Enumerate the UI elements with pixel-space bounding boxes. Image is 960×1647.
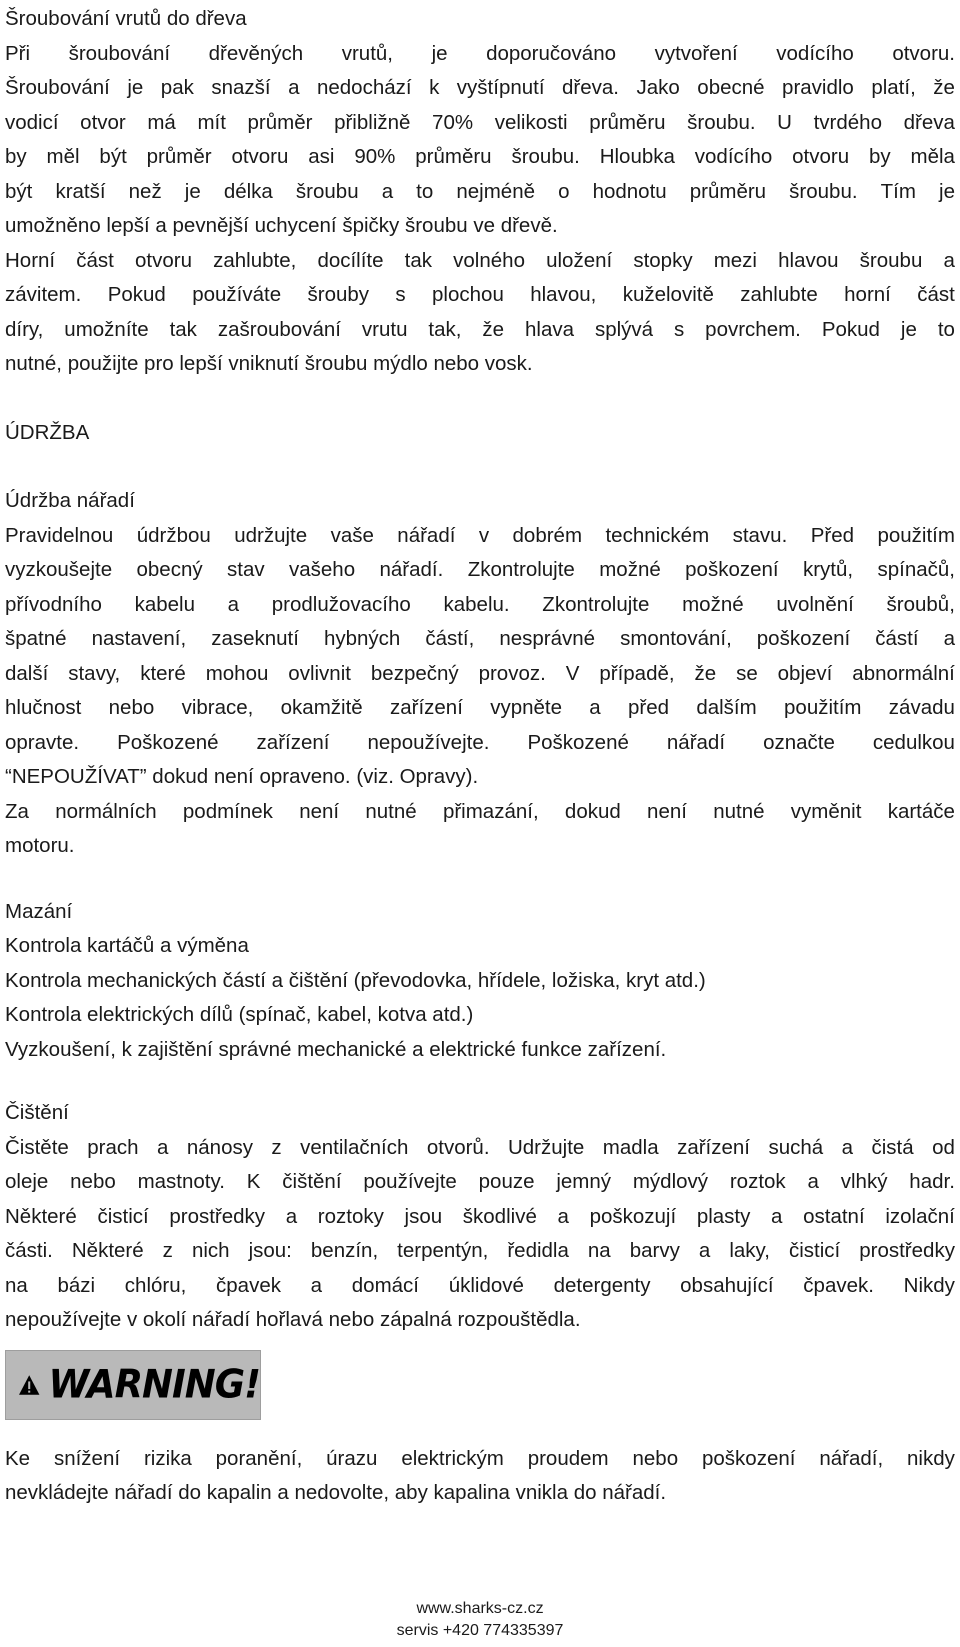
document-page (5, 2, 955, 1511)
section-body-lubrication (5, 929, 955, 1067)
text-line: Kontrola elektrických dílů (spínač, kabel, kotva atd.) (5, 1003, 474, 1026)
text-line: “NEPOUŽÍVAT” dokud není opraveno. (viz. Opravy). (5, 765, 479, 788)
text-line: Horní část otvoru zahlubte, docílíte tak volného uložení stopky mezi hlavou šroubu a (5, 248, 955, 272)
text-line: Některé čisticí prostředky a roztoky jsou škodlivé a poškozují plasty a ostatní izolační (5, 1204, 955, 1228)
text-line: být kratší než je délka šroubu a to nejméně o hodnotu průměru šroubu. Tím je (5, 179, 955, 203)
section-body-warning (5, 1442, 955, 1511)
text-line: oleje nebo mastnoty. K čištění používejte pouze jemný mýdlový roztok a vlhký hadr. (5, 1170, 955, 1193)
text-line: na bázi chlóru, čpavek a domácí úklidové detergenty obsahující čpavek. Nikdy (5, 1273, 955, 1297)
text-line: Kontrola mechanických částí a čištění (převodovka, hřídele, ložiska, kryt atd.) (5, 968, 706, 992)
text-line: nutné, použijte pro lepší vniknutí šroubu mýdlo nebo vosk. (5, 352, 533, 375)
section-body-tool-maintenance (5, 519, 955, 864)
text-line: Pravidelnou údržbou udržujte vaše nářadí v dobrém technickém stavu. Před použitím (5, 523, 955, 547)
warning-triangle-icon (18, 1363, 40, 1407)
section-body-screws (5, 37, 955, 382)
text-line: nepoužívejte v okolí nářadí hořlavá nebo zápalná rozpouštědla. (5, 1308, 581, 1331)
text-line: nevkládejte nářadí do kapalin a nedovolte, aby kapalina vnikla do nářadí. (5, 1481, 667, 1504)
warning-banner (5, 1350, 261, 1420)
text-line: díry, umožníte tak zašroubování vrutu tak, že hlava splývá s povrchem. Pokud je to (5, 317, 955, 341)
footer-service: servis +420 774335397 (396, 1622, 564, 1639)
text-line: hlučnost nebo vibrace, okamžitě zařízení vypněte a před dalším použitím závadu (5, 696, 955, 719)
text-line: vodicí otvor má mít průměr přibližně 70% velikosti průměru šroubu. U tvrdého dřeva (5, 110, 955, 134)
footer-website: www.sharks-cz.cz (416, 1600, 544, 1617)
section-heading-screws: Šroubování vrutů do dřeva (5, 7, 247, 30)
text-line: motoru. (5, 834, 75, 857)
text-line: Šroubování je pak snazší a nedochází k vyštípnutí dřeva. Jako obecné pravidlo platí, že (5, 76, 955, 99)
text-line: závitem. Pokud používáte šrouby s plochou hlavou, kuželovitě zahlubte horní část (5, 283, 955, 306)
text-line: Vyzkoušení, k zajištění správné mechanické a elektrické funkce zařízení. (5, 1037, 667, 1061)
text-line: Čistěte prach a nánosy z ventilačních otvorů. Udržujte madla zařízení suchá a čistá od (5, 1135, 955, 1159)
text-line: Za normálních podmínek není nutné přimazání, dokud není nutné vyměnit kartáče (5, 799, 955, 823)
text-line: špatné nastavení, zaseknutí hybných částí, nesprávné smontování, poškození částí a (5, 627, 955, 650)
section-heading-tool-maintenance: Údržba nářadí (5, 489, 135, 512)
text-line: Kontrola kartáčů a výměna (5, 934, 249, 957)
text-line: Ke snížení rizika poranění, úrazu elektrickým proudem nebo poškození nářadí, nikdy (5, 1446, 955, 1470)
text-line: by měl být průměr otvoru asi 90% průměru šroubu. Hloubka vodícího otvoru by měla (5, 145, 955, 168)
maintenance-title: ÚDRŽBA (5, 420, 90, 444)
section-heading-lubrication: Mazání (5, 899, 73, 923)
section-body-cleaning (5, 1131, 955, 1338)
section-heading-cleaning: Čištění (5, 1101, 69, 1124)
text-line: vyzkoušejte obecný stav vašeho nářadí. Zkontrolujte možné poškození krytů, spínačů, (5, 558, 955, 581)
footer (0, 1598, 960, 1642)
text-line: Při šroubování dřevěných vrutů, je doporučováno vytvoření vodícího otvoru. (5, 41, 955, 65)
text-line: části. Některé z nich jsou: benzín, terpentýn, ředidla na barvy a laky, čisticí prostředky (5, 1239, 955, 1262)
text-line: přívodního kabelu a prodlužovacího kabelu. Zkontrolujte možné uvolnění šroubů, (5, 592, 955, 616)
warning-label: WARNING! (48, 1361, 260, 1408)
text-line: umožněno lepší a pevnější uchycení špičky šroubu ve dřevě. (5, 214, 558, 237)
text-line: další stavy, které mohou ovlivnit bezpečný provoz. V případě, že se objeví abnormální (5, 661, 955, 685)
text-line: opravte. Poškozené zařízení nepoužívejte. Poškozené nářadí označte cedulkou (5, 730, 955, 754)
